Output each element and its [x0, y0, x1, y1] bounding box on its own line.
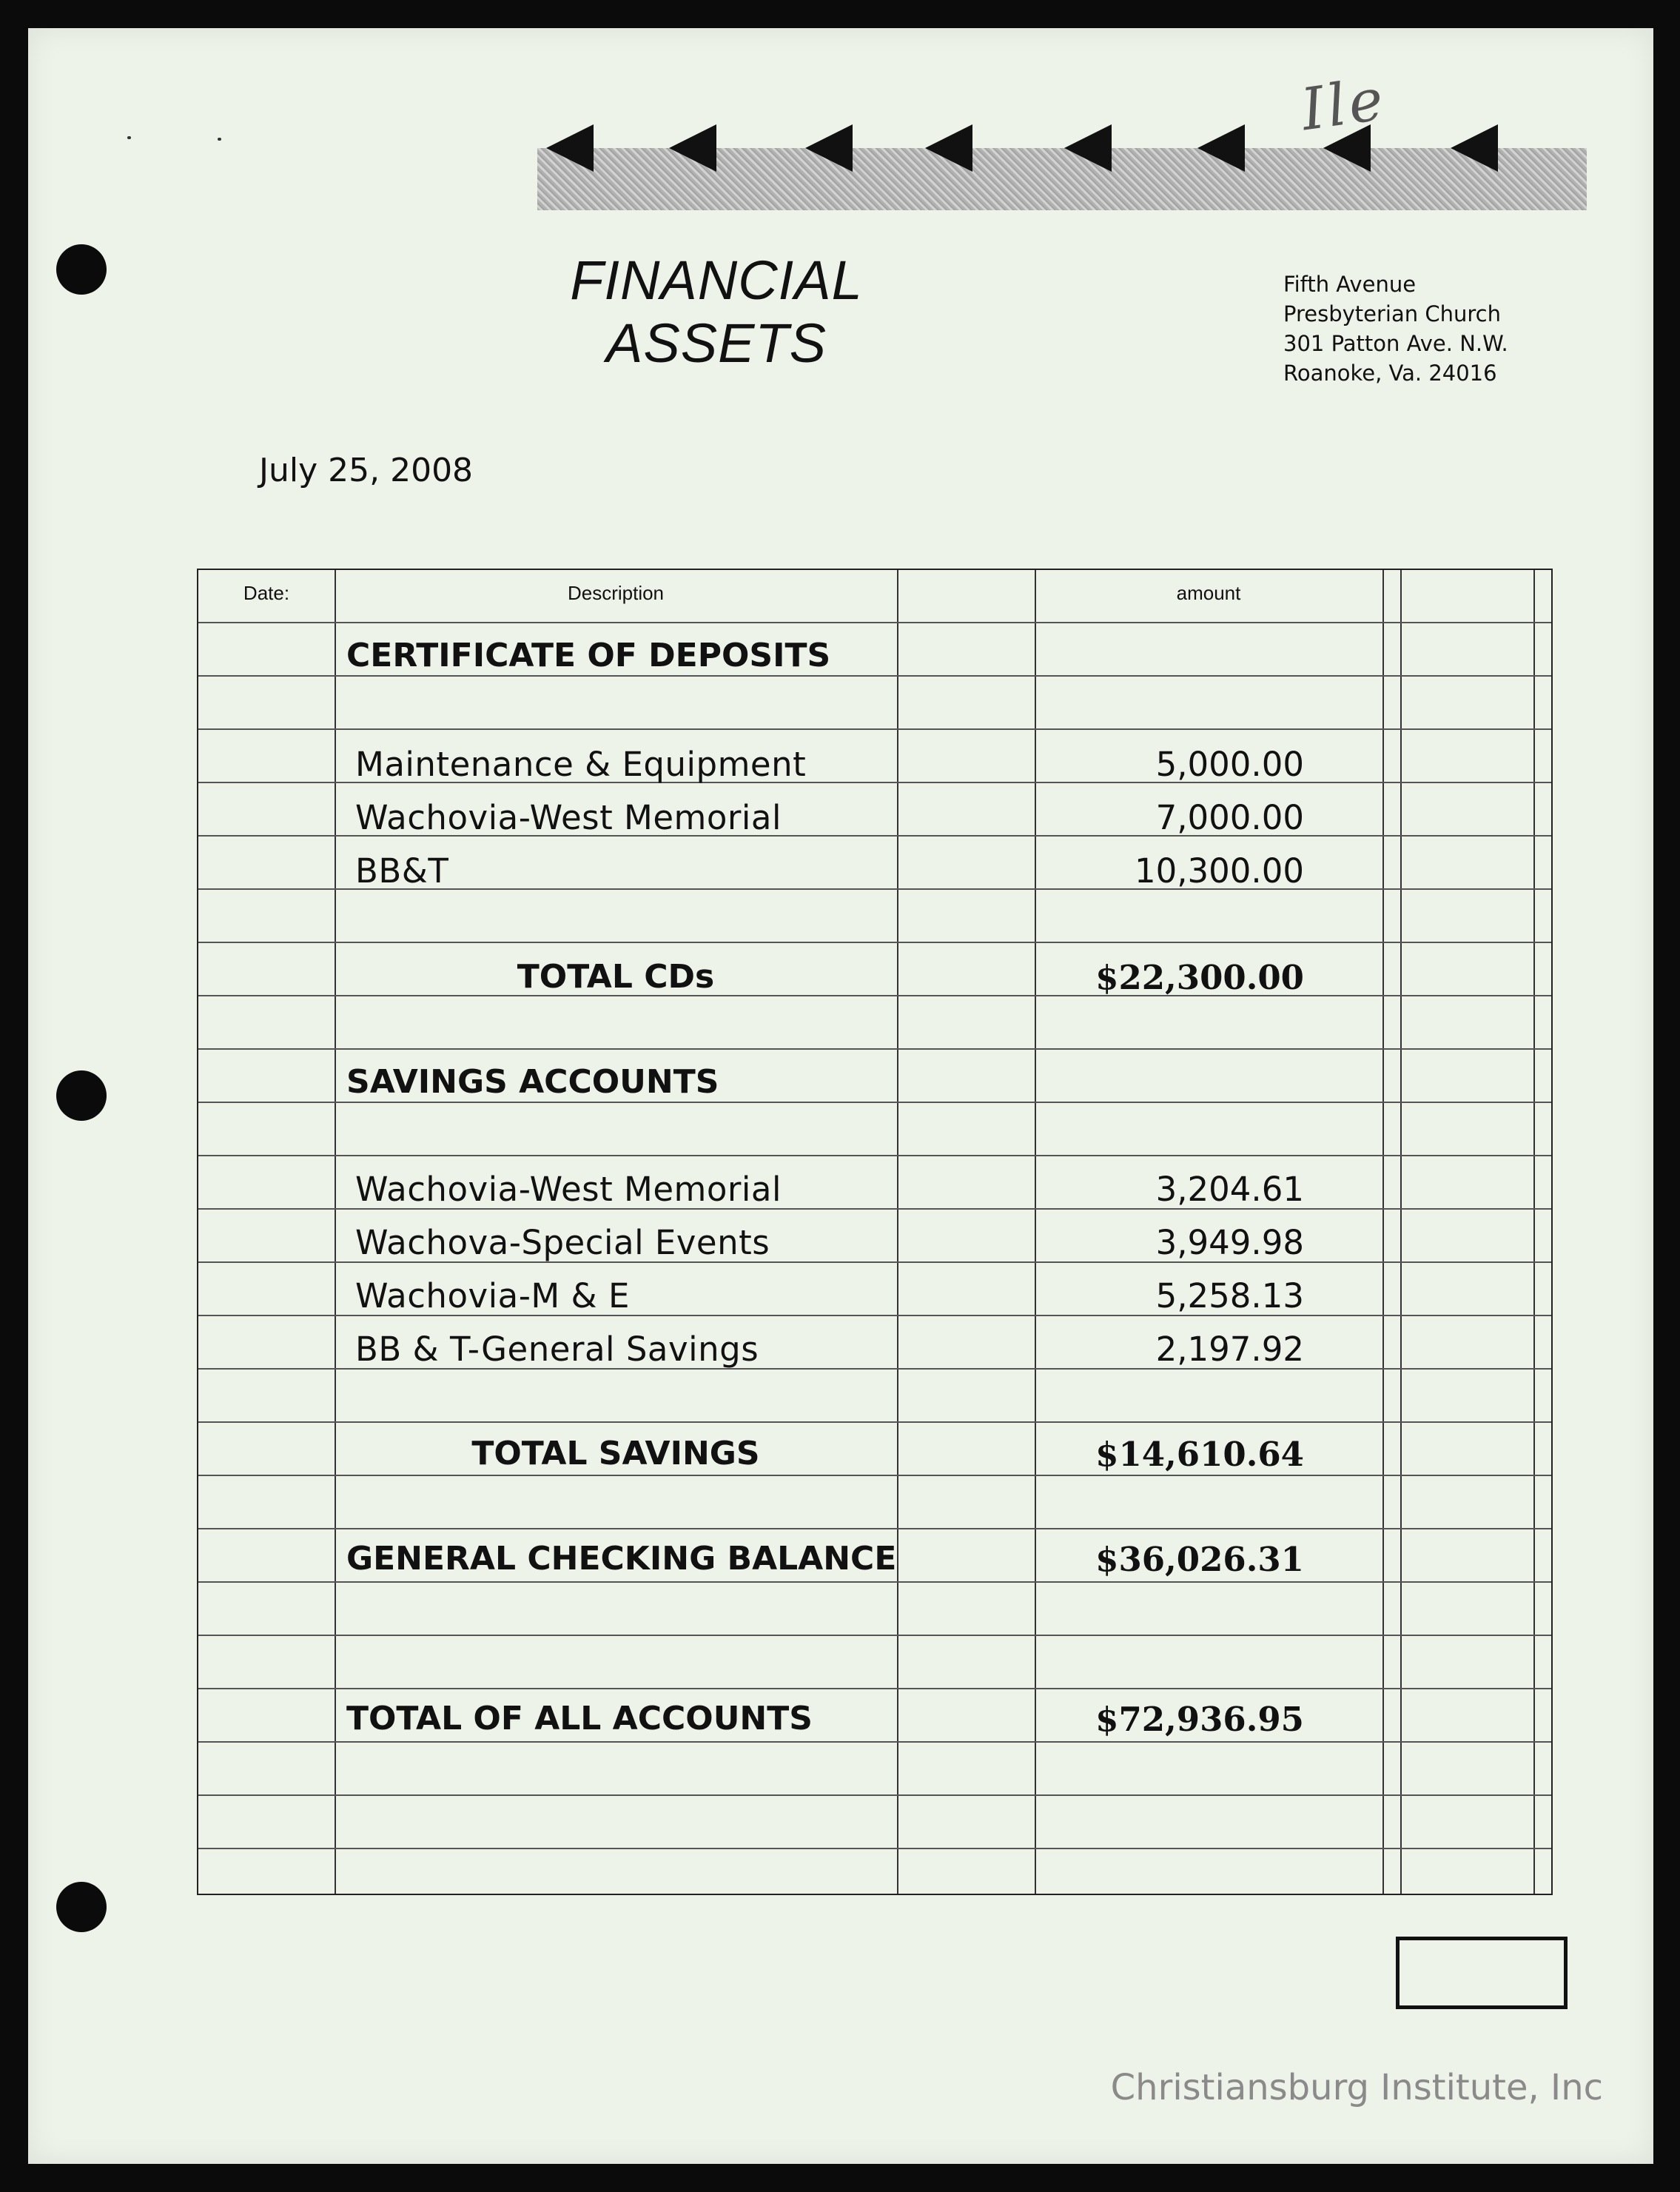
total-cds-label: TOTAL CDs: [517, 958, 715, 996]
row-divider: [198, 728, 1551, 730]
total-cds-amount: $22,300.00: [1095, 958, 1304, 997]
row-label: BB & T-General Savings: [355, 1330, 759, 1369]
watermark: Christiansburg Institute, Inc: [1110, 2067, 1603, 2108]
document-page: [28, 28, 1653, 2164]
total-savings-amount: $14,610.64: [1095, 1435, 1304, 1474]
arrow-left-icon: [805, 124, 853, 172]
column-divider: [335, 570, 336, 1894]
row-divider: [198, 622, 1551, 623]
row-label: BB&T: [355, 851, 449, 891]
grand-total-amount: $72,936.95: [1095, 1700, 1304, 1739]
arrow-left-icon: [1451, 124, 1498, 172]
row-divider: [198, 1848, 1551, 1849]
row-divider: [198, 1581, 1551, 1583]
column-divider: [1533, 570, 1535, 1894]
address-line: Roanoke, Va. 24016: [1283, 361, 1497, 386]
arrow-left-icon: [669, 124, 716, 172]
row-amount: 10,300.00: [1134, 851, 1304, 891]
speck: [218, 138, 221, 141]
row-divider: [198, 1688, 1551, 1689]
page-title: FINANCIAL ASSETS: [570, 249, 863, 374]
row-divider: [198, 1794, 1551, 1796]
row-label: Wachovia-West Memorial: [355, 798, 782, 837]
ledger-table: [197, 569, 1553, 1895]
section-heading-savings: SAVINGS ACCOUNTS: [346, 1063, 719, 1101]
row-label: Wachovia-West Memorial: [355, 1170, 782, 1209]
row-divider: [198, 1475, 1551, 1476]
row-amount: 7,000.00: [1155, 798, 1304, 837]
arrow-left-icon: [1197, 124, 1245, 172]
column-divider: [1035, 570, 1036, 1894]
column-header-amount: amount: [1176, 582, 1241, 604]
empty-box: [1396, 1937, 1568, 2009]
column-header-description: Description: [567, 582, 665, 604]
row-divider: [198, 942, 1551, 943]
row-amount: 5,000.00: [1155, 745, 1304, 784]
address-line: 301 Patton Ave. N.W.: [1283, 331, 1508, 356]
punch-hole-bottom: [56, 1882, 107, 1932]
row-divider: [198, 1528, 1551, 1529]
row-amount: 3,949.98: [1155, 1223, 1304, 1262]
report-date: July 25, 2008: [259, 452, 474, 489]
column-divider: [897, 570, 898, 1894]
checking-balance-amount: $36,026.31: [1095, 1540, 1304, 1579]
grand-total-label: TOTAL OF ALL ACCOUNTS: [346, 1700, 813, 1737]
row-divider: [198, 675, 1551, 677]
total-savings-label: TOTAL SAVINGS: [471, 1435, 760, 1472]
address-line: Presbyterian Church: [1283, 301, 1501, 326]
row-label: Maintenance & Equipment: [355, 745, 807, 784]
row-divider: [198, 1421, 1551, 1423]
column-divider: [1382, 570, 1384, 1894]
row-amount: 3,204.61: [1155, 1170, 1304, 1209]
handwritten-mark: Ile: [1297, 66, 1391, 144]
column-header-date: Date:: [243, 582, 290, 604]
arrow-left-icon: [925, 124, 972, 172]
row-divider: [198, 1635, 1551, 1636]
address-line: Fifth Avenue: [1283, 272, 1417, 297]
punch-hole-middle: [56, 1070, 107, 1121]
row-divider: [198, 1048, 1551, 1050]
row-divider: [198, 1741, 1551, 1743]
row-label: Wachova-Special Events: [355, 1223, 770, 1262]
row-amount: 5,258.13: [1155, 1276, 1304, 1315]
column-divider: [1400, 570, 1402, 1894]
row-amount: 2,197.92: [1155, 1330, 1304, 1369]
row-divider: [198, 1102, 1551, 1103]
arrow-left-icon: [1064, 124, 1112, 172]
arrow-left-icon: [546, 124, 594, 172]
speck: [127, 136, 131, 139]
row-label: Wachovia-M & E: [355, 1276, 630, 1315]
punch-hole-top: [56, 244, 107, 295]
section-heading-cds: CERTIFICATE OF DEPOSITS: [346, 637, 831, 674]
checking-balance-label: GENERAL CHECKING BALANCE: [346, 1540, 897, 1578]
church-address: [1283, 269, 1508, 388]
row-divider: [198, 1155, 1551, 1156]
